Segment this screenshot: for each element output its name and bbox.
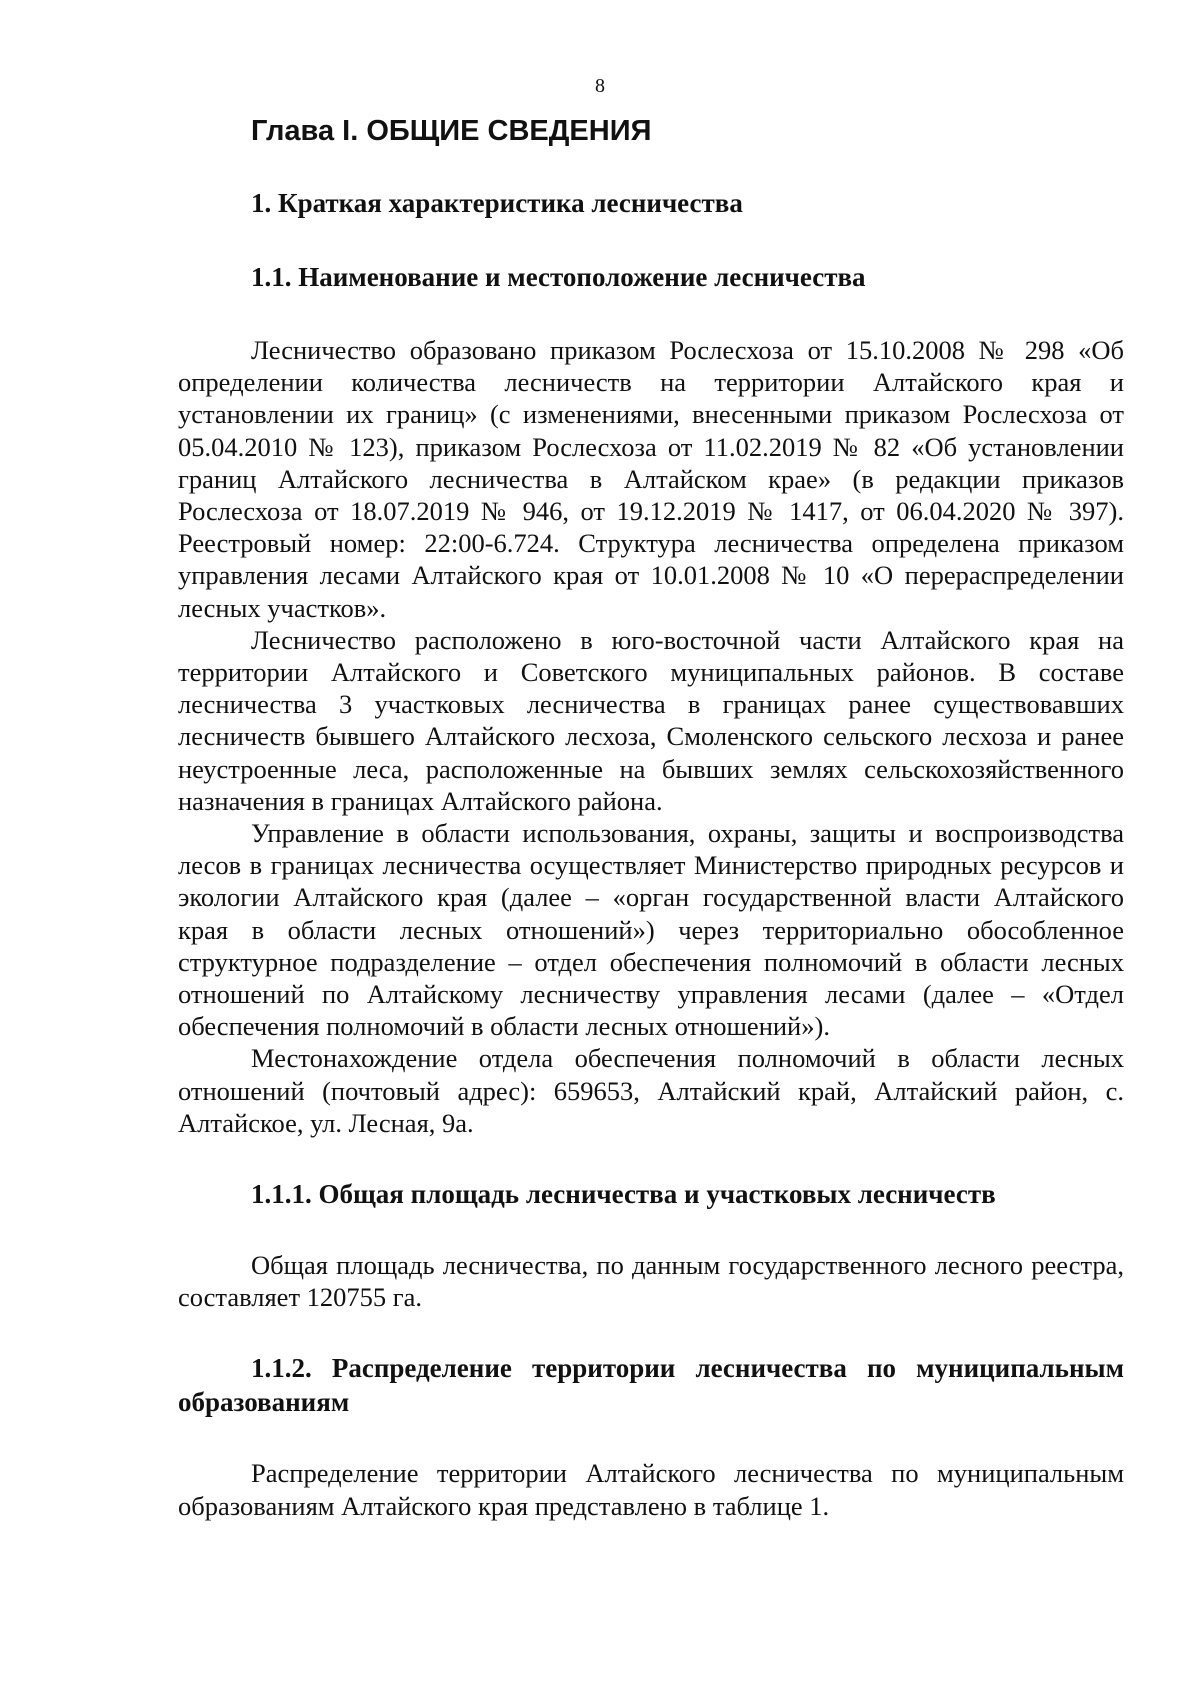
section-1-1-1-title: 1.1.1. Общая площадь лесничества и участковых лесничеств (251, 1179, 996, 1210)
section-1-1-2-title: 1.1.2. Распределение территории лесничества по муниципальным образованиям (178, 1353, 1124, 1418)
paragraph-total-area: Общая площадь лесничества, по данным государственного лесного реестра, составляет 120755 га. (178, 1250, 1124, 1313)
paragraph-address: Местонахождение отдела обеспечения полномочий в области лесных отношений (почтовый адрес): 659653, Алтайский край, Алтайский район, с. Алтайское, ул. Лесная, 9а. (178, 1043, 1124, 1138)
section-1-title: 1. Краткая характеристика лесничества (251, 188, 743, 218)
page-content (178, 112, 1124, 1522)
paragraph-establishment: Лесничество образовано приказом Рослесхоза от 15.10.2008 № 298 «Об определении количества лесничеств на территории Алтайского края и установлении их границ» (с изменениями, внесенными приказом Рослесхоза от 05.04.2010 № 123), приказом Рослесхоза от 11.02.2019 № 82 «Об установлении границ Алтайского лесничества в Алтайском крае» (в редакции приказов Рослесхоза от 18.07.2019 № 946, от 19.12.2019 № 1417, от 06.04.2020 № 397). Реестровый номер: 22:00-6.724. Структура лесничества определена приказом управления лесами Алтайского края от 10.01.2008 № 10 «О перераспределении лесных участков». (178, 335, 1124, 623)
paragraph-distribution: Распределение территории Алтайского лесничества по муниципальным образованиям Алтайского края представлено в таблице 1. (178, 1458, 1124, 1521)
section-1-1-title: 1.1. Наименование и местоположение лесничества (251, 262, 866, 292)
paragraph-management: Управление в области использования, охраны, защиты и воспроизводства лесов в границах лесничества осуществляет Министерство природных ресурсов и экологии Алтайского края (далее – «орган государственной власти Алтайского края в области лесных отношений») через территориально обособленное структурное подразделение – отдел обеспечения полномочий в области лесных отношений по Алтайскому лесничеству управления лесами (далее – «Отдел обеспечения полномочий в области лесных отношений»). (178, 818, 1124, 1042)
chapter-title: Глава I. ОБЩИЕ СВЕДЕНИЯ (251, 115, 652, 147)
page-number: 8 (595, 75, 605, 97)
paragraph-location: Лесничество расположено в юго-восточной части Алтайского края на территории Алтайского и Советского муниципальных районов. В составе лесничества 3 участковых лесничества в границах ранее существовавших лесничеств бывшего Алтайского лесхоза, Смоленского сельского лесхоза и ранее неустроенные леса, расположенные на бывших землях сельскохозяйственного назначения в границах Алтайского района. (178, 624, 1124, 816)
